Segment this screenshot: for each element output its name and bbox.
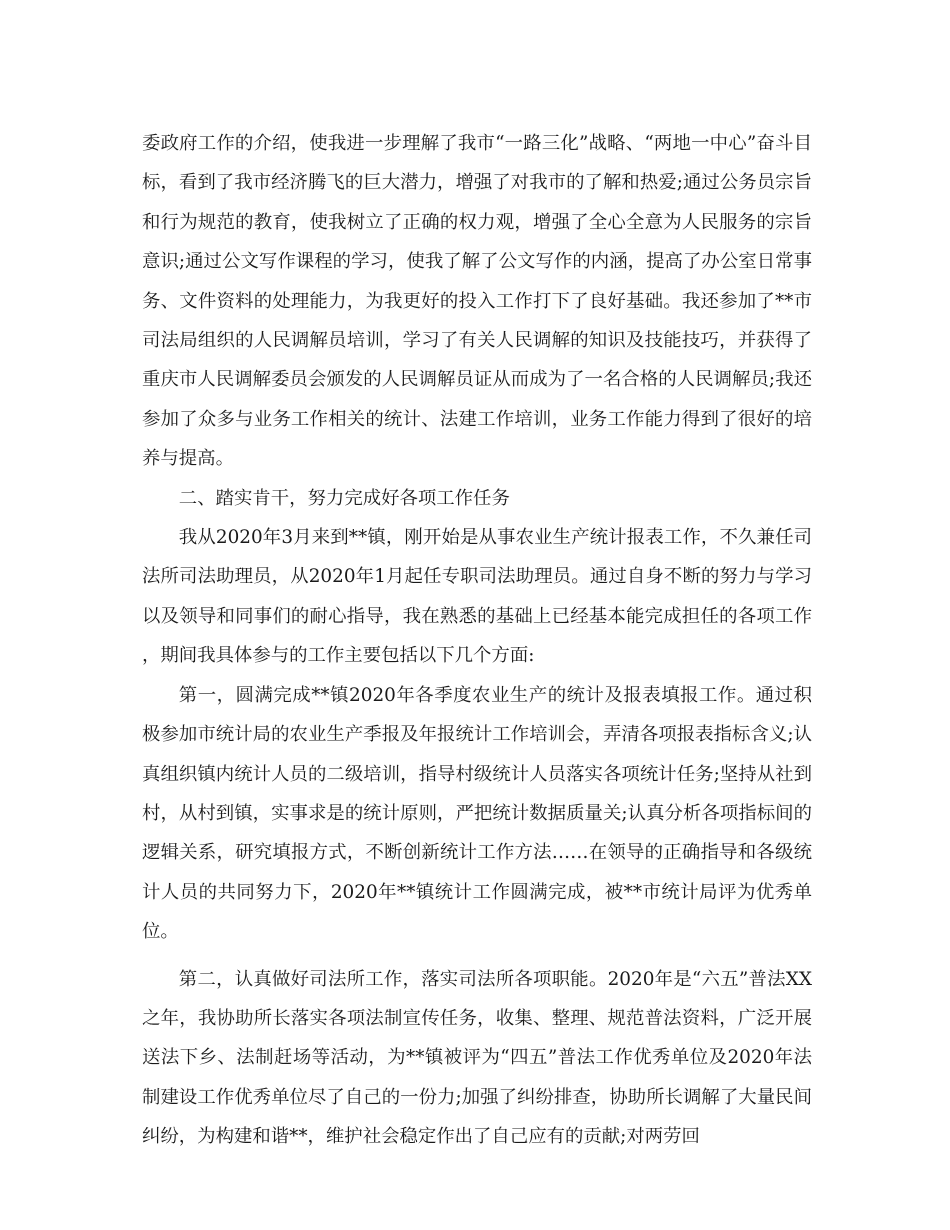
section-heading-work-tasks: 二、踏实肯干，努力完成好各项工作任务	[178, 487, 510, 509]
paragraph-statistics-work: 第一，圆满完成**镇2020年各季度农业生产的统计及报表填报工作。通过积极参加市统计局的农业生产季报及年报统计工作培训会，弄清各项报表指标含义;认真组织镇内统计人员的二级培训，指导村级统计人员落实各项统计任务;坚持从社到村，从村到镇，实事求是的统计原则，严把统计数据质量关;认真分析各项指标间的逻辑关系，研究填报方式，不断创新统计工作方法……在领导的正确指导和各级统计人员的共同努力下，2020年**镇统计工作圆满完成，被**市统计局评为优秀单位。	[142, 684, 812, 943]
paragraph-work-history: 我从2020年3月来到**镇，刚开始是从事农业生产统计报表工作，不久兼任司法所司法助理员，从2020年1月起任专职司法助理员。通过自身不断的努力与学习以及领导和同事们的耐心指导，我在熟悉的基础上已经基本能完成担任的各项工作，期间我具体参与的工作主要包括以下几个方面:	[142, 527, 812, 667]
paragraph-training-summary: 委政府工作的介绍，使我进一步理解了我市“一路三化”战略、“两地一中心”奋斗目标，看到了我市经济腾飞的巨大潜力，增强了对我市的了解和热爱;通过公务员宗旨和行为规范的教育，使我树立了正确的权力观，增强了全心全意为人民服务的宗旨意识;通过公文写作课程的学习，使我了解了公文写作的内涵，提高了办公室日常事务、文件资料的处理能力，为我更好的投入工作打下了良好基础。我还参加了**市司法局组织的人民调解员培训，学习了有关人民调解的知识及技能技巧，并获得了重庆市人民调解委员会颁发的人民调解员证从而成为了一名合格的人民调解员;我还参加了众多与业务工作相关的统计、法建工作培训，业务工作能力得到了很好的培养与提高。	[142, 133, 812, 470]
paragraph-judicial-work: 第二，认真做好司法所工作，落实司法所各项职能。2020年是“六五”普法XX之年，我协助所长落实各项法制宣传任务，收集、整理、规范普法资料，广泛开展送法下乡、法制赶场等活动，为**镇被评为“四五”普法工作优秀单位及2020年法制建设工作优秀单位尽了自己的一份力;加强了纠纷排查，协助所长调解了大量民间纠纷，为构建和谐**，维护社会稳定作出了自己应有的贡献;对两劳回	[142, 968, 812, 1148]
document-body	[142, 124, 812, 1157]
